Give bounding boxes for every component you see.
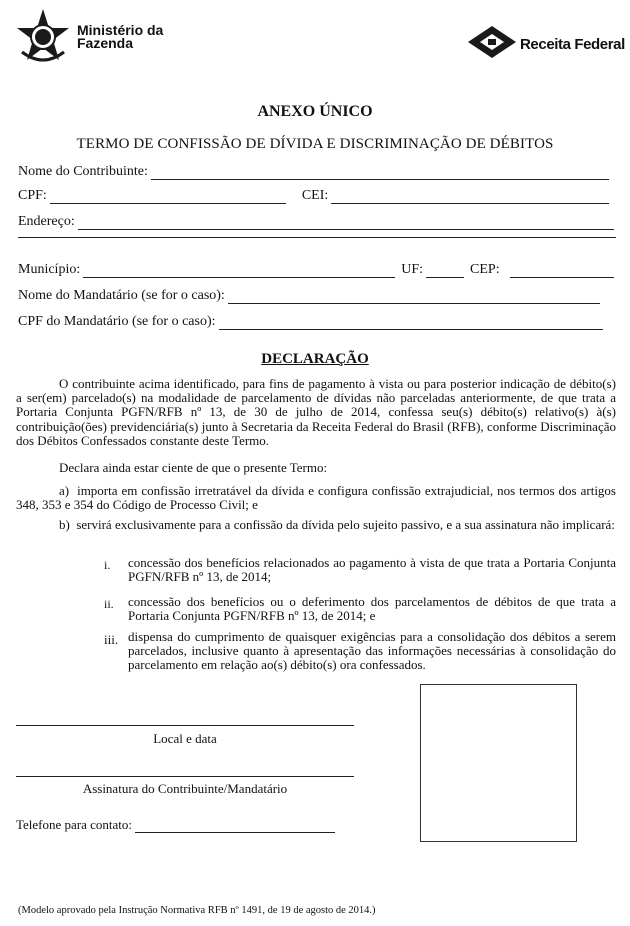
local-data-label: Local e data — [153, 731, 217, 746]
cpf-mandatario-row — [18, 312, 603, 330]
footer-note: (Modelo aprovado pela Instrução Normativa RFB nº 1491, de 19 de agosto de 2014.) — [18, 905, 376, 916]
cei-label: CEI: — [301, 188, 329, 203]
item-i-number: i. — [104, 558, 111, 572]
telefone-label: Telefone para contato: — [16, 817, 133, 832]
cep-field[interactable] — [510, 264, 614, 278]
declaracao-heading: DECLARAÇÃO — [261, 351, 369, 367]
cpf-mandatario-label: CPF do Mandatário (se for o caso): — [18, 314, 216, 329]
stamp-box — [420, 684, 577, 842]
receita-federal-label: Receita Federal — [520, 36, 625, 53]
item-ii-number: ii. — [104, 597, 114, 611]
item-iii-number: iii. — [104, 632, 119, 647]
cpf-field[interactable] — [50, 190, 286, 204]
municipio-field[interactable] — [83, 264, 395, 278]
endereco-field[interactable] — [78, 216, 614, 230]
item-iii-text: dispensa do cumprimento de quaisquer exigências para a consolidação dos débitos a serem parcelados, inclusive quanto à apresentação das informações necessárias à consolidação do parcelamento em relação ao(s) débito(s) ora confessados. — [128, 629, 616, 673]
ministry-name: Ministério da Fazenda — [77, 22, 164, 51]
telefone-row — [16, 815, 335, 833]
item-i-text: concessão dos benefícios relacionados ao pagamento à vista de que trata a Portaria Conjunta PGFN/RFB nº 13, de 2014; — [128, 555, 616, 585]
mandatario-field[interactable] — [228, 290, 600, 304]
uf-field[interactable] — [426, 264, 464, 278]
term-title: TERMO DE CONFISSÃO DE DÍVIDA E DISCRIMINAÇÃO DE DÉBITOS — [76, 136, 554, 152]
coat-of-arms-icon — [14, 8, 72, 66]
declaracao-paragraph-1: O contribuinte acima identificado, para fins de pagamento à vista ou para posterior indicação de débito(s) a ser(em) parcelado(s) na modalidade de parcelamento de dívidas não parceladas anteriormente, de que trata a Portaria Conjunta PGFN/RFB nº 13, de 30 de julho de 2014, confessa seu(s) débito(s) relativo(s) à(s) contribuição(ões) previdenciária(s) junto à Secretaria da Receita Federal do Brasil (RFB), conforme Discriminação dos Débitos Confessados constante deste Termo. — [16, 376, 616, 448]
assinatura-line[interactable] — [16, 776, 354, 777]
cpf-label: CPF: — [18, 188, 47, 203]
receita-federal-logo-icon — [466, 24, 518, 62]
uf-label: UF: — [401, 262, 424, 277]
assinatura-label: Assinatura do Contribuinte/Mandatário — [82, 781, 288, 796]
endereco-row — [18, 212, 614, 230]
telefone-field[interactable] — [135, 819, 335, 833]
endereco-field-line2[interactable] — [18, 237, 616, 238]
cep-label: CEP: — [470, 262, 500, 277]
local-data-line[interactable] — [16, 725, 354, 726]
contribuinte-label: Nome do Contribuinte: — [18, 164, 148, 179]
contribuinte-row — [18, 162, 609, 180]
cpf-row — [18, 186, 609, 204]
mandatario-label: Nome do Mandatário (se for o caso): — [18, 288, 225, 303]
contribuinte-field[interactable] — [151, 166, 609, 180]
item-ii-text: concessão dos benefícios ou o deferimento dos parcelamentos de débitos de que trata a Portaria Conjunta PGFN/RFB nº 13, de 2014; e — [128, 594, 616, 624]
clause-a: a) importa em confissão irretratável da dívida e configura confissão extrajudicial, nos termos dos artigos 348, 353 e 354 do Código de Processo Civil; e — [16, 483, 616, 513]
declaracao-paragraph-2: Declara ainda estar ciente de que o presente Termo: — [59, 460, 328, 475]
municipio-row — [18, 260, 614, 278]
annex-title: ANEXO ÚNICO — [257, 103, 373, 120]
mandatario-row — [18, 286, 600, 304]
endereco-label: Endereço: — [18, 214, 75, 229]
cei-field[interactable] — [331, 190, 609, 204]
cpf-mandatario-field[interactable] — [219, 316, 603, 330]
municipio-label: Município: — [18, 262, 81, 277]
clause-b: b) servirá exclusivamente para a confissão da dívida pelo sujeito passivo, e a sua assinatura não implicará: — [59, 517, 615, 532]
